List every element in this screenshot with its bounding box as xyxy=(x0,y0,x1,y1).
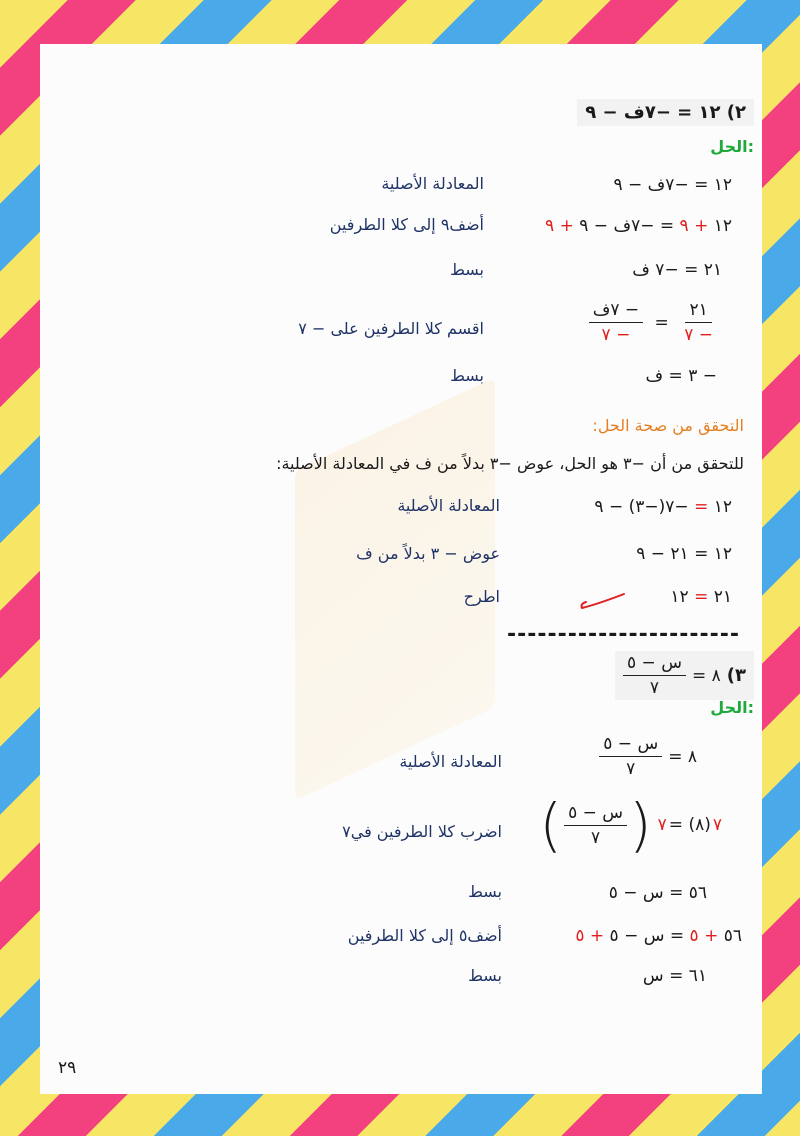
solution-label: الحل: xyxy=(710,698,754,717)
step-label: اطرح xyxy=(463,587,500,606)
fraction-equation: ٧ (٨) = ٧ ( $\frac{\text{س − ٥}}{٧}$ ) xyxy=(539,791,722,859)
fraction-equation: ٨ = $\frac{\text{س − ٥}}{٧}$ xyxy=(599,734,697,779)
fraction: $\frac{\text{س − ٥}}{٧}$ xyxy=(599,734,662,779)
step-label: أضف٥ إلى كلا الطرفين xyxy=(347,926,502,945)
checkmark-icon xyxy=(578,590,630,614)
equation-step: ٢١ = −٧ ف xyxy=(632,260,722,280)
step-label: اضرب كلا الطرفين في٧ xyxy=(342,822,502,841)
fraction: $\frac{\text{س − ٥}}{٧}$ xyxy=(564,803,627,848)
page-number: ٢٩ xyxy=(58,1058,77,1078)
step-label: بسط xyxy=(468,882,502,901)
problem-3-header: ٣) ٨ = $\frac{\text{س − ٥}}{٧}$ xyxy=(615,651,754,700)
fraction: $\frac{٢١}{- ٧}$ xyxy=(684,300,713,345)
check-title: التحقق من صحة الحل: xyxy=(592,416,744,435)
step-label: بسط xyxy=(450,260,484,279)
step-label: اقسم كلا الطرفين على − ٧ xyxy=(298,319,484,338)
fraction-equation: $\frac{٢١}{- ٧}$ = $\frac{\text{− ٧ف}}{- ٧}$ xyxy=(589,300,717,345)
equation-step: ٦١ = س xyxy=(642,966,707,986)
equation-step: − ٣ = ف xyxy=(645,366,717,386)
equation-step: ٢١ = ١٢ xyxy=(670,587,732,607)
step-label: المعادلة الأصلية xyxy=(399,752,502,771)
step-label: المعادلة الأصلية xyxy=(381,174,484,193)
equation-step: ١٢ = −٧(−٣) − ٩ xyxy=(594,497,732,517)
fraction: $\frac{\text{س − ٥}}{٧}$ xyxy=(623,653,686,698)
equation-step: ٥٦ = س − ٥ xyxy=(608,883,707,903)
step-label: بسط xyxy=(468,966,502,985)
equation-step: ١٢ + ٩ = −٧ف − ٩ + ٩ xyxy=(545,216,732,236)
step-label: بسط xyxy=(450,366,484,385)
step-label: عوض − ٣ بدلاً من ف xyxy=(356,544,500,563)
equation-step: ١٢ = ٢١ − ٩ xyxy=(636,544,732,564)
fraction: $\frac{\text{− ٧ف}}{- ٧}$ xyxy=(589,300,643,345)
divider: ----------------------- xyxy=(506,622,740,647)
step-label: المعادلة الأصلية xyxy=(397,496,500,515)
worksheet-page xyxy=(40,44,762,1094)
check-text: للتحقق من أن −٣ هو الحل، عوض −٣ بدلاً من ف في المعادلة الأصلية: xyxy=(276,454,744,473)
equation-step: ٥٦ + ٥ = س − ٥ + ٥ xyxy=(575,926,742,946)
equation-step: ١٢ = −٧ف − ٩ xyxy=(613,175,732,195)
solution-label: الحل: xyxy=(710,137,754,156)
problem-2-header: ٢) ١٢ = −٧ف − ٩ xyxy=(577,99,754,126)
step-label: أضف٩ إلى كلا الطرفين xyxy=(329,215,484,234)
